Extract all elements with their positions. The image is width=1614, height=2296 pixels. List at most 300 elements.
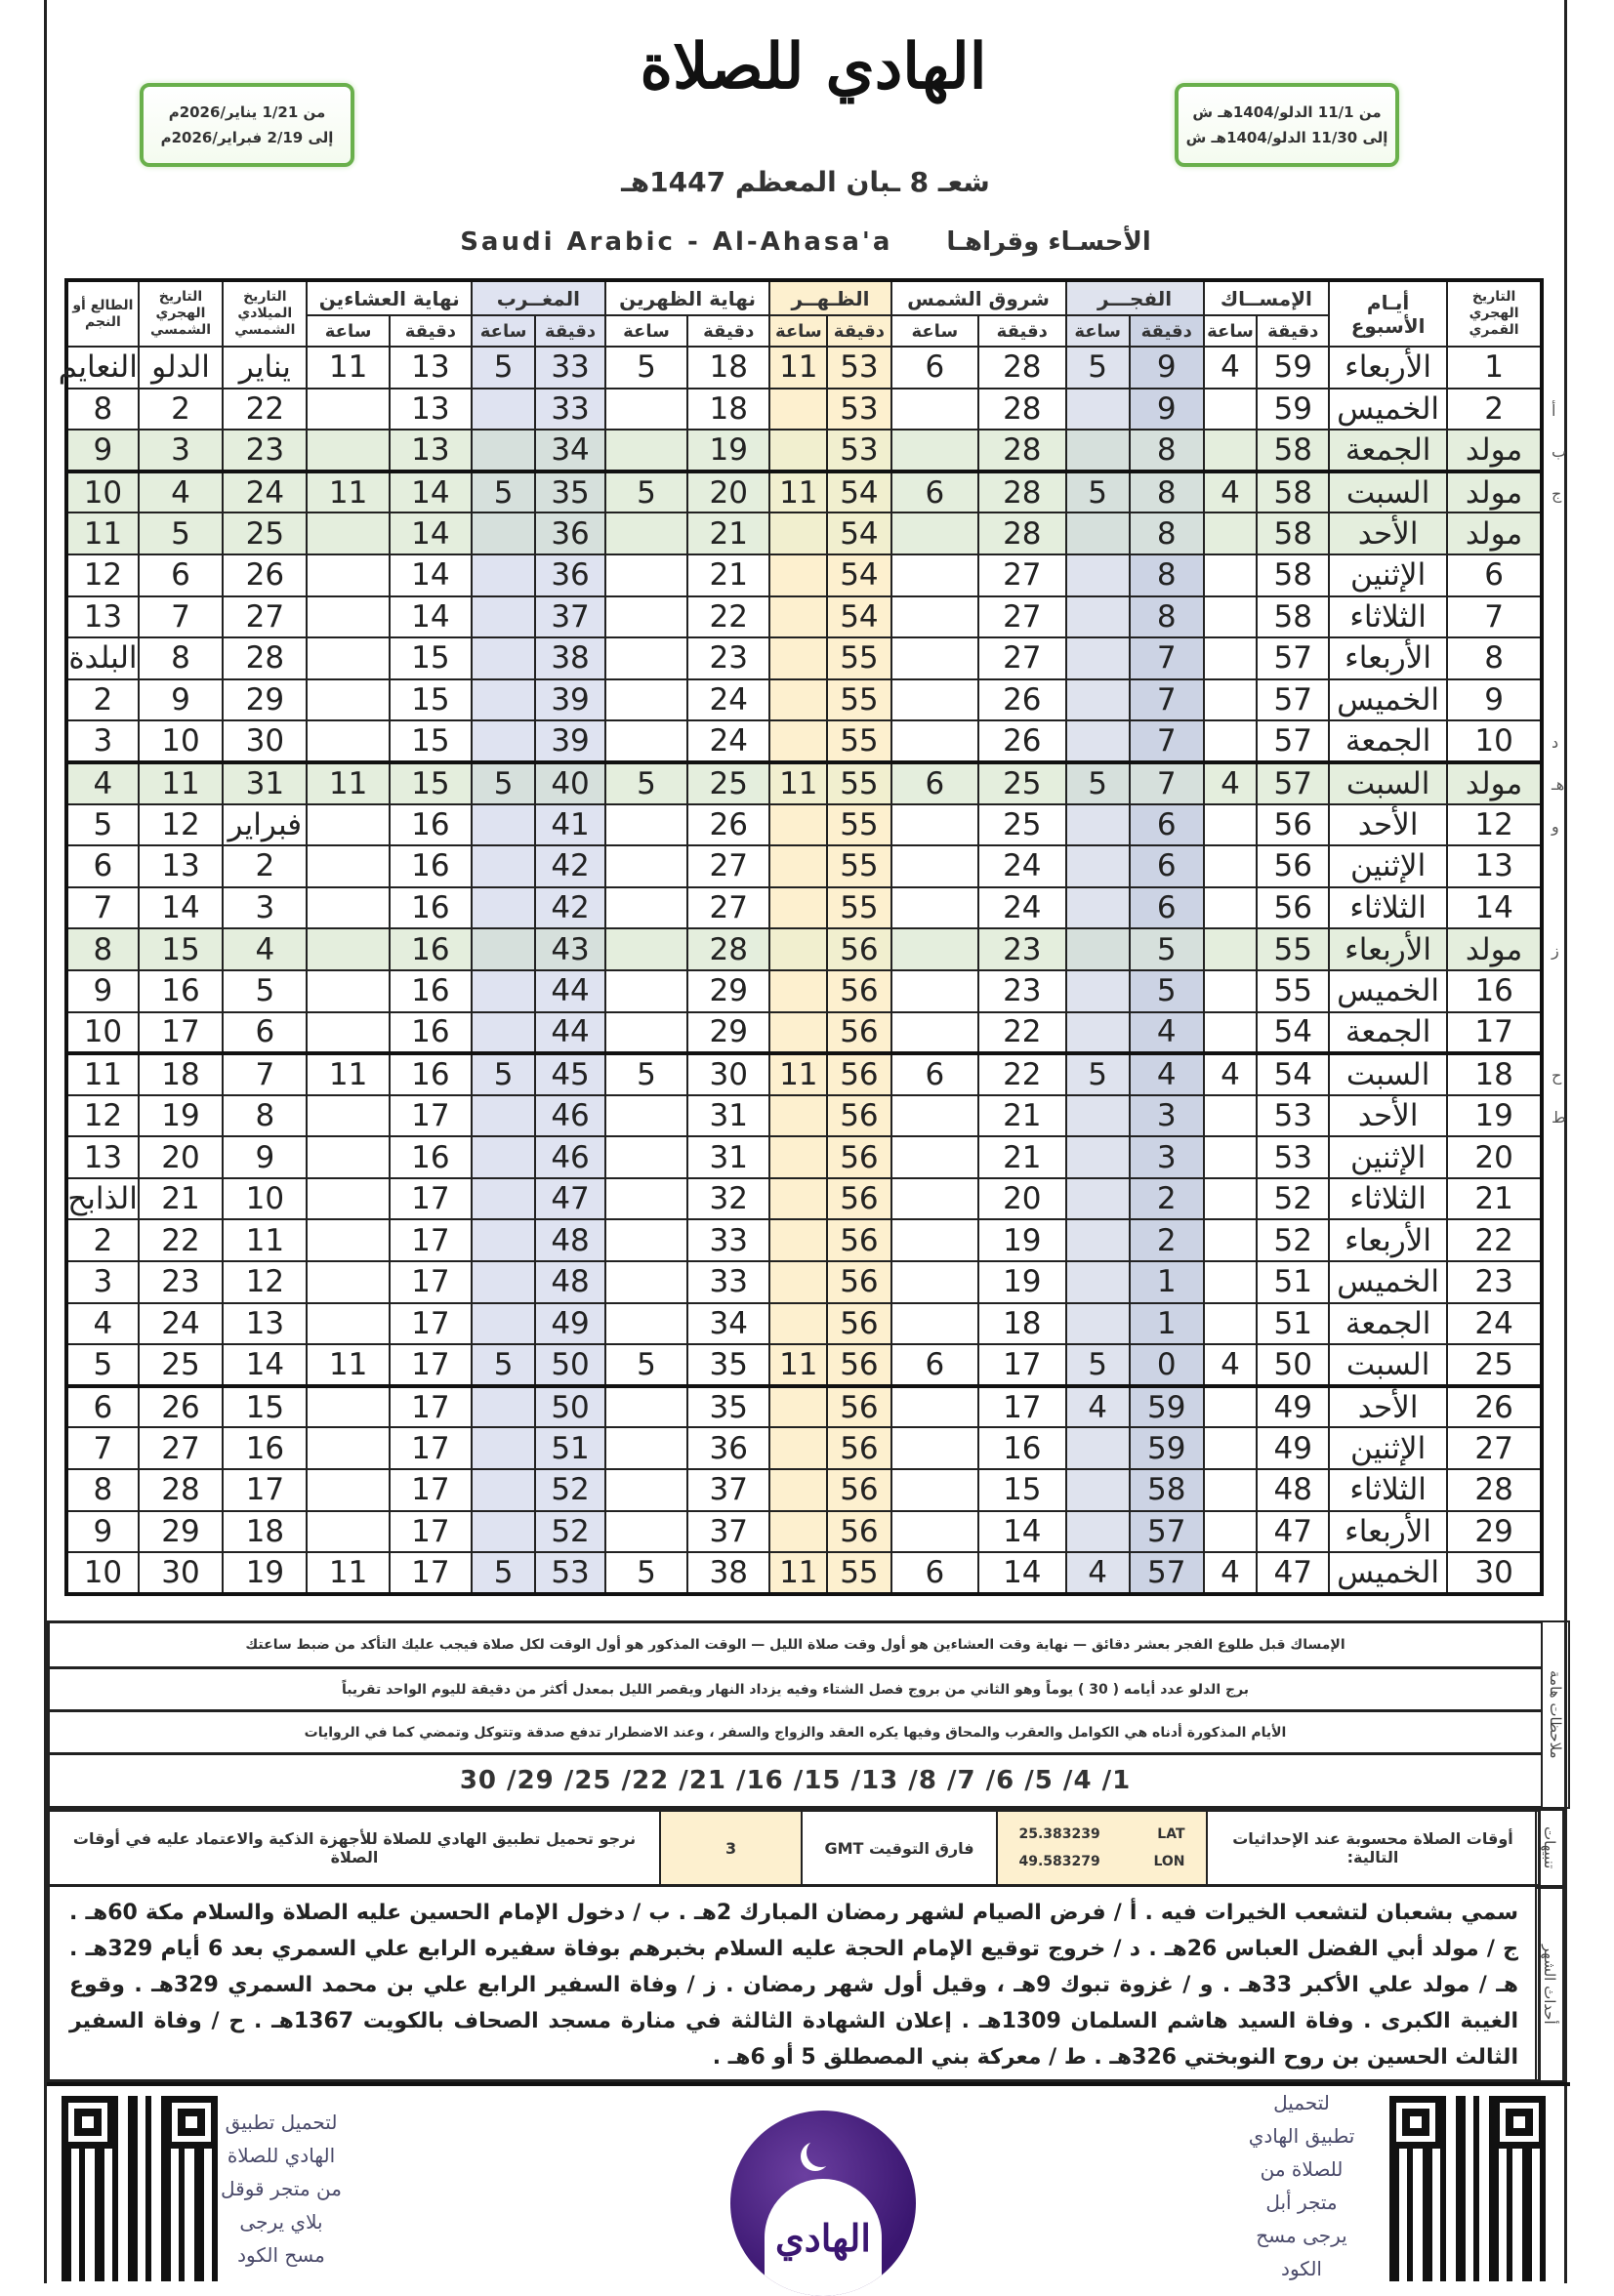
solar-from: من 11/1 الدلو/1404هـ ش — [1192, 103, 1382, 121]
cell-maghrib-m: 39 — [535, 679, 605, 721]
cell-imsak-h: 4 — [1204, 472, 1258, 513]
cell-maghrib-h — [472, 1261, 535, 1303]
cell-fajr-m: 1 — [1130, 1303, 1204, 1345]
cell-imsak-h — [1204, 1386, 1258, 1428]
cell-sunrise-h — [891, 389, 978, 430]
cell-imsak-m: 57 — [1257, 637, 1329, 679]
cell-star: 2 — [66, 1219, 139, 1261]
cell-hijri: 13 — [1447, 845, 1542, 887]
cell-dend-h: 5 — [605, 1344, 687, 1386]
cell-dhuhr-m: 56 — [827, 1511, 890, 1553]
table-body — [58, 347, 1542, 1594]
cell-fajr-m: 6 — [1130, 804, 1204, 846]
cell-maghrib-h: 5 — [472, 762, 535, 804]
cell-imsak-m: 58 — [1257, 596, 1329, 638]
cell-sunrise-h: 6 — [891, 1053, 978, 1095]
cell-maghrib-m: 53 — [535, 1552, 605, 1594]
cell-day: الأربعاء — [1329, 347, 1447, 389]
cell-imsak-m: 58 — [1257, 512, 1329, 554]
cell-hijri: 17 — [1447, 1012, 1542, 1054]
gmt-label: فارق التوقيت GMT — [801, 1812, 996, 1884]
cell-dend-m: 18 — [687, 389, 769, 430]
cell-imsak-m: 54 — [1257, 1053, 1329, 1095]
table-row — [66, 347, 1542, 389]
header-gregorian: التاريخ الميلادي الشمسي — [223, 280, 307, 347]
cell-isha-m: 15 — [390, 762, 472, 804]
cell-star: 8 — [66, 1469, 139, 1511]
cell-imsak-m: 56 — [1257, 845, 1329, 887]
cell-sunrise-m: 18 — [978, 1303, 1065, 1345]
cell-sunrise-h — [891, 928, 978, 970]
cell-maghrib-h — [472, 637, 535, 679]
cell-imsak-h — [1204, 804, 1258, 846]
table-row — [66, 1511, 1542, 1553]
cell-day: الإثنين — [1329, 845, 1447, 887]
qr-code-google-play[interactable] — [62, 2096, 218, 2281]
table-row — [66, 720, 1542, 762]
cell-maghrib-h — [472, 1095, 535, 1137]
cell-imsak-m: 58 — [1257, 472, 1329, 513]
event-marker: ط — [1552, 1107, 1566, 1127]
cell-dhuhr-m: 55 — [827, 720, 890, 762]
header-isha-end: نهاية العشاءين — [307, 280, 471, 315]
cell-sunrise-h — [891, 1219, 978, 1261]
cell-greg: 22 — [223, 389, 307, 430]
cell-hijri: 10 — [1447, 720, 1542, 762]
cell-hijri: مولد — [1447, 928, 1542, 970]
cell-isha-h — [307, 430, 389, 472]
cell-isha-m: 16 — [390, 970, 472, 1012]
cell-hijri: 29 — [1447, 1511, 1542, 1553]
cell-isha-m: 17 — [390, 1344, 472, 1386]
cell-isha-m: 16 — [390, 804, 472, 846]
cell-greg: 11 — [223, 1219, 307, 1261]
cell-star: 10 — [66, 1552, 139, 1594]
cell-maghrib-m: 44 — [535, 970, 605, 1012]
cell-imsak-m: 56 — [1257, 804, 1329, 846]
cell-greg: 7 — [223, 1053, 307, 1095]
cell-sunrise-h — [891, 1261, 978, 1303]
cell-star: الذابح — [66, 1178, 139, 1220]
cell-dhuhr-m: 54 — [827, 512, 890, 554]
cell-sunrise-m: 14 — [978, 1552, 1065, 1594]
cell-fajr-m: 5 — [1130, 970, 1204, 1012]
cell-fajr-m: 3 — [1130, 1136, 1204, 1178]
gregorian-to: إلى 2/19 فبراير/2026م — [160, 129, 334, 146]
header-hijri: التاريخ الهجري القمري — [1447, 280, 1542, 347]
table-row — [66, 845, 1542, 887]
cell-solar: 27 — [139, 1427, 223, 1469]
cell-fajr-m: 5 — [1130, 928, 1204, 970]
cell-dend-m: 26 — [687, 804, 769, 846]
cell-star: 13 — [66, 596, 139, 638]
cell-solar: 5 — [139, 512, 223, 554]
cell-star: النعايم — [66, 347, 139, 389]
cell-dhuhr-m: 56 — [827, 970, 890, 1012]
cell-dhuhr-m: 53 — [827, 347, 890, 389]
table-row — [66, 1552, 1542, 1594]
city-name-en: Saudi Arabic - Al-Ahasa'a — [460, 227, 893, 257]
table-row — [66, 1136, 1542, 1178]
cell-isha-m: 17 — [390, 1511, 472, 1553]
cell-sunrise-h — [891, 1303, 978, 1345]
cell-imsak-h: 4 — [1204, 1552, 1258, 1594]
event-marker: هـ — [1552, 775, 1565, 794]
cell-dend-h — [605, 887, 687, 929]
cell-maghrib-h — [472, 512, 535, 554]
cell-solar: 11 — [139, 762, 223, 804]
cell-greg: 17 — [223, 1469, 307, 1511]
note-line-1: الإمساك قبل طلوع الفجر بعشر دقائق — نهاية وقت العشاءين هو أول وقت صلاة الليل — الوقت المذكور هو أول الوقت لكل صلاة فيجب عليك التأكد من ضبط ساعتك — [47, 1620, 1541, 1669]
cell-maghrib-h — [472, 1511, 535, 1553]
cell-dend-h: 5 — [605, 762, 687, 804]
cell-imsak-h — [1204, 1511, 1258, 1553]
cell-isha-m: 13 — [390, 389, 472, 430]
cell-fajr-m: 7 — [1130, 679, 1204, 721]
cell-maghrib-h — [472, 1386, 535, 1428]
cell-maghrib-h — [472, 928, 535, 970]
sub-minute: دقيقة — [1257, 315, 1329, 347]
cell-sunrise-h — [891, 720, 978, 762]
cell-sunrise-m: 21 — [978, 1095, 1065, 1137]
cell-imsak-m: 49 — [1257, 1427, 1329, 1469]
cell-maghrib-h — [472, 679, 535, 721]
sub-minute: دقيقة — [978, 315, 1065, 347]
cell-sunrise-h — [891, 1178, 978, 1220]
cell-dhuhr-m: 56 — [827, 928, 890, 970]
cell-hijri: 18 — [1447, 1053, 1542, 1095]
cell-solar: 23 — [139, 1261, 223, 1303]
cell-solar: 30 — [139, 1552, 223, 1594]
cell-imsak-m: 57 — [1257, 679, 1329, 721]
cell-day: الأربعاء — [1329, 1511, 1447, 1553]
cell-imsak-m: 59 — [1257, 347, 1329, 389]
cell-maghrib-h — [472, 1303, 535, 1345]
cell-isha-h: 11 — [307, 1552, 389, 1594]
cell-isha-h — [307, 1427, 389, 1469]
cell-fajr-h — [1066, 845, 1130, 887]
cell-dend-m: 24 — [687, 679, 769, 721]
cell-solar: 17 — [139, 1012, 223, 1054]
cell-fajr-h — [1066, 1095, 1130, 1137]
cell-isha-m: 16 — [390, 1012, 472, 1054]
cell-dhuhr-m: 53 — [827, 430, 890, 472]
cell-hijri: 27 — [1447, 1427, 1542, 1469]
cell-isha-h — [307, 1095, 389, 1137]
cell-day: السبت — [1329, 472, 1447, 513]
cell-isha-h: 11 — [307, 472, 389, 513]
cell-dend-m: 20 — [687, 472, 769, 513]
cell-dend-h — [605, 554, 687, 596]
table-row — [66, 1095, 1542, 1137]
sub-minute: دقيقة — [687, 315, 769, 347]
cell-fajr-h — [1066, 389, 1130, 430]
cell-hijri: 22 — [1447, 1219, 1542, 1261]
cell-fajr-m: 7 — [1130, 637, 1204, 679]
sub-hour: ساعة — [472, 315, 535, 347]
cell-fajr-h: 4 — [1066, 1552, 1130, 1594]
cell-imsak-h — [1204, 720, 1258, 762]
cell-day: الجمعة — [1329, 720, 1447, 762]
cell-dend-h — [605, 1303, 687, 1345]
gmt-value: 3 — [659, 1812, 801, 1884]
city-row — [47, 227, 1564, 257]
cell-day: الأربعاء — [1329, 1219, 1447, 1261]
header-maghrib: المغــرب — [472, 280, 605, 315]
gregorian-range-box — [140, 83, 354, 167]
cell-day: السبت — [1329, 762, 1447, 804]
cell-dhuhr-h — [769, 1303, 827, 1345]
cell-sunrise-m: 19 — [978, 1261, 1065, 1303]
cell-dhuhr-h — [769, 1386, 827, 1428]
cell-imsak-h — [1204, 1303, 1258, 1345]
table-row — [66, 512, 1542, 554]
cell-fajr-m: 7 — [1130, 762, 1204, 804]
cell-sunrise-h: 6 — [891, 472, 978, 513]
cell-sunrise-m: 26 — [978, 679, 1065, 721]
header-solar: التاريخ الهجري الشمسي — [139, 280, 223, 347]
cell-hijri: 30 — [1447, 1552, 1542, 1594]
cell-dhuhr-h: 11 — [769, 472, 827, 513]
cell-day: السبت — [1329, 1344, 1447, 1386]
cell-imsak-m: 54 — [1257, 1012, 1329, 1054]
cell-sunrise-m: 28 — [978, 430, 1065, 472]
lon-value: 49.583279 — [1018, 1854, 1100, 1869]
cell-dend-m: 35 — [687, 1344, 769, 1386]
cell-isha-h — [307, 1012, 389, 1054]
cell-dend-m: 33 — [687, 1261, 769, 1303]
cell-fajr-m: 8 — [1130, 472, 1204, 513]
cell-imsak-h — [1204, 1427, 1258, 1469]
cell-solar: 8 — [139, 637, 223, 679]
table-row — [66, 1219, 1542, 1261]
sub-hour: ساعة — [307, 315, 389, 347]
cell-maghrib-m: 40 — [535, 762, 605, 804]
table-row — [66, 1344, 1542, 1386]
cell-greg: 27 — [223, 596, 307, 638]
cell-imsak-h: 4 — [1204, 1344, 1258, 1386]
cell-maghrib-h: 5 — [472, 1053, 535, 1095]
cell-star: 9 — [66, 970, 139, 1012]
cell-maghrib-h — [472, 887, 535, 929]
cell-maghrib-m: 52 — [535, 1511, 605, 1553]
cell-star: 8 — [66, 928, 139, 970]
cell-fajr-h: 5 — [1066, 347, 1130, 389]
cell-day: الأحد — [1329, 804, 1447, 846]
cell-dend-m: 19 — [687, 430, 769, 472]
cell-dhuhr-m: 56 — [827, 1012, 890, 1054]
cell-dend-m: 37 — [687, 1511, 769, 1553]
cell-isha-h — [307, 720, 389, 762]
cell-hijri: 16 — [1447, 970, 1542, 1012]
cell-greg: 16 — [223, 1427, 307, 1469]
cell-day: الجمعة — [1329, 1303, 1447, 1345]
cell-dhuhr-h — [769, 928, 827, 970]
cell-maghrib-h: 5 — [472, 472, 535, 513]
cell-dhuhr-h — [769, 804, 827, 846]
cell-imsak-h: 4 — [1204, 762, 1258, 804]
cell-isha-h — [307, 928, 389, 970]
cell-fajr-m: 9 — [1130, 347, 1204, 389]
table-row — [66, 554, 1542, 596]
cell-imsak-m: 55 — [1257, 928, 1329, 970]
cell-maghrib-m: 51 — [535, 1427, 605, 1469]
cell-greg: 14 — [223, 1344, 307, 1386]
cell-imsak-h — [1204, 637, 1258, 679]
cell-solar: 16 — [139, 970, 223, 1012]
cell-dhuhr-m: 56 — [827, 1303, 890, 1345]
header-star: الطالع أو النجم — [66, 280, 139, 347]
cell-isha-m: 17 — [390, 1303, 472, 1345]
cell-hijri: 23 — [1447, 1261, 1542, 1303]
cell-fajr-h: 5 — [1066, 472, 1130, 513]
table-row — [66, 1261, 1542, 1303]
cell-dhuhr-m: 54 — [827, 596, 890, 638]
cell-imsak-h — [1204, 554, 1258, 596]
cell-star: 5 — [66, 1344, 139, 1386]
cell-sunrise-m: 14 — [978, 1511, 1065, 1553]
qr-code-app-store[interactable] — [1389, 2096, 1546, 2281]
cell-hijri: 7 — [1447, 596, 1542, 638]
footer — [47, 2082, 1570, 2283]
cell-dend-h — [605, 970, 687, 1012]
cell-fajr-h — [1066, 1219, 1130, 1261]
cell-greg: 28 — [223, 637, 307, 679]
cell-maghrib-m: 37 — [535, 596, 605, 638]
cell-sunrise-h — [891, 596, 978, 638]
cell-fajr-h — [1066, 679, 1130, 721]
cell-day: الأحد — [1329, 1386, 1447, 1428]
cell-dhuhr-m: 55 — [827, 804, 890, 846]
cell-maghrib-h: 5 — [472, 1344, 535, 1386]
cell-greg: 31 — [223, 762, 307, 804]
cell-isha-h — [307, 1219, 389, 1261]
cell-maghrib-m: 42 — [535, 887, 605, 929]
header-dhuhr-end: نهاية الظهرين — [605, 280, 769, 315]
cell-solar: 20 — [139, 1136, 223, 1178]
cell-greg: 5 — [223, 970, 307, 1012]
cell-dend-m: 29 — [687, 970, 769, 1012]
header-imsak: الإمســاك — [1204, 280, 1329, 315]
cell-isha-m: 17 — [390, 1469, 472, 1511]
cell-fajr-m: 8 — [1130, 430, 1204, 472]
cell-sunrise-m: 23 — [978, 928, 1065, 970]
cell-dhuhr-h: 11 — [769, 347, 827, 389]
cell-sunrise-m: 27 — [978, 596, 1065, 638]
cell-fajr-m: 59 — [1130, 1427, 1204, 1469]
cell-greg: 24 — [223, 472, 307, 513]
cell-dhuhr-h — [769, 554, 827, 596]
cell-solar: 14 — [139, 887, 223, 929]
cell-fajr-m: 1 — [1130, 1261, 1204, 1303]
cell-greg: 30 — [223, 720, 307, 762]
cell-dhuhr-m: 56 — [827, 1053, 890, 1095]
cell-sunrise-m: 21 — [978, 1136, 1065, 1178]
cell-isha-h — [307, 512, 389, 554]
sub-hour: ساعة — [769, 315, 827, 347]
cell-star: 11 — [66, 512, 139, 554]
cell-imsak-h — [1204, 679, 1258, 721]
cell-imsak-m: 47 — [1257, 1552, 1329, 1594]
cell-isha-h — [307, 845, 389, 887]
event-marker: ح — [1552, 1066, 1562, 1086]
sub-minute: دقيقة — [827, 315, 890, 347]
cell-sunrise-h — [891, 845, 978, 887]
table-row — [66, 430, 1542, 472]
cell-imsak-h — [1204, 1012, 1258, 1054]
cell-maghrib-m: 52 — [535, 1469, 605, 1511]
cell-dhuhr-h — [769, 720, 827, 762]
cell-dend-m: 21 — [687, 554, 769, 596]
cell-star: 3 — [66, 1261, 139, 1303]
cell-maghrib-m: 34 — [535, 430, 605, 472]
cell-fajr-h — [1066, 804, 1130, 846]
cell-dhuhr-m: 56 — [827, 1136, 890, 1178]
cell-isha-m: 16 — [390, 845, 472, 887]
cell-sunrise-h: 6 — [891, 762, 978, 804]
cell-dend-m: 38 — [687, 1552, 769, 1594]
cell-fajr-h — [1066, 1012, 1130, 1054]
cell-dend-m: 27 — [687, 845, 769, 887]
cell-dhuhr-h — [769, 1261, 827, 1303]
cell-sunrise-m: 24 — [978, 845, 1065, 887]
cell-fajr-h — [1066, 887, 1130, 929]
cell-isha-m: 13 — [390, 347, 472, 389]
cell-day: الإثنين — [1329, 554, 1447, 596]
cell-dhuhr-m: 55 — [827, 845, 890, 887]
cell-greg: 12 — [223, 1261, 307, 1303]
coords-label: أوقات الصلاة محسوبة عند الإحداثيات التالية: — [1206, 1812, 1538, 1884]
cell-day: السبت — [1329, 1053, 1447, 1095]
cell-imsak-h — [1204, 1095, 1258, 1137]
cell-fajr-m: 57 — [1130, 1511, 1204, 1553]
sub-hour: ساعة — [1204, 315, 1258, 347]
cell-isha-m: 17 — [390, 1095, 472, 1137]
cell-greg: 9 — [223, 1136, 307, 1178]
cell-imsak-h — [1204, 928, 1258, 970]
cell-hijri: 12 — [1447, 804, 1542, 846]
solar-to: إلى 11/30 الدلو/1404هـ ش — [1185, 129, 1388, 146]
cell-greg: 15 — [223, 1386, 307, 1428]
cell-dend-h — [605, 389, 687, 430]
cell-isha-h — [307, 1469, 389, 1511]
sub-minute: دقيقة — [390, 315, 472, 347]
cell-dhuhr-h — [769, 1178, 827, 1220]
cell-greg: 25 — [223, 512, 307, 554]
cell-day: الأحد — [1329, 1095, 1447, 1137]
table-row — [66, 762, 1542, 804]
cell-day: الأربعاء — [1329, 637, 1447, 679]
cell-maghrib-h — [472, 720, 535, 762]
cell-star: 7 — [66, 1427, 139, 1469]
cell-maghrib-m: 45 — [535, 1053, 605, 1095]
cell-isha-h — [307, 1136, 389, 1178]
cell-maghrib-m: 33 — [535, 347, 605, 389]
cell-greg: 19 — [223, 1552, 307, 1594]
cell-dend-h — [605, 845, 687, 887]
cell-isha-m: 15 — [390, 679, 472, 721]
cell-dend-h — [605, 928, 687, 970]
cell-imsak-m: 59 — [1257, 389, 1329, 430]
cell-solar: 29 — [139, 1511, 223, 1553]
table-row — [66, 1012, 1542, 1054]
coordinates — [996, 1812, 1206, 1884]
cell-fajr-h — [1066, 512, 1130, 554]
cell-isha-m: 17 — [390, 1178, 472, 1220]
cell-dend-h — [605, 1178, 687, 1220]
cell-day: الثلاثاء — [1329, 1178, 1447, 1220]
cell-sunrise-h — [891, 1012, 978, 1054]
